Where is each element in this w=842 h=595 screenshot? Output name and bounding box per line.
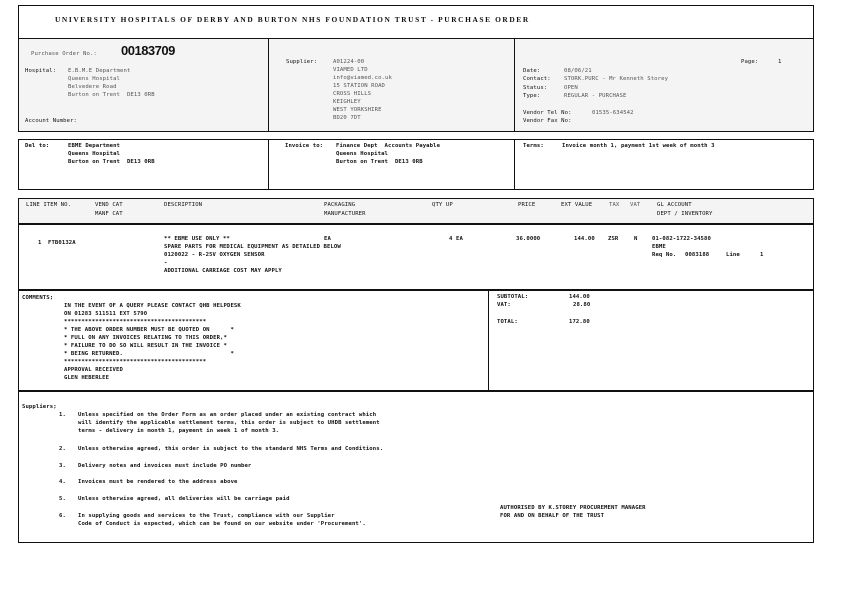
account-label: Account Number:: [25, 118, 78, 124]
deliver-line: Burton on Trent DE13 0RB: [68, 159, 155, 165]
supplier-line: KEIGHLEY: [333, 99, 361, 105]
note-line: Unless otherwise agreed, all deliveries will be carriage paid: [78, 496, 290, 502]
page-value: 1: [778, 59, 782, 65]
note-number: 1.: [59, 412, 66, 418]
note-number: 6.: [59, 513, 66, 519]
hospital-line: Queens Hospital: [68, 76, 121, 82]
comment-line: *****************************************: [64, 319, 207, 325]
note-line: In supplying goods and services to the Trust, compliance with our Supplier: [78, 513, 335, 519]
col-packaging: PACKAGING: [324, 202, 356, 208]
item-desc-line: 0120022 - R-25V OXYGEN SENSOR: [164, 252, 265, 258]
supplier-line: A01224-00: [333, 59, 365, 65]
invoice-line: Burton on Trent DE13 0RB: [336, 159, 423, 165]
item-vend-cat: FTB0132A: [48, 240, 76, 246]
terms-value: Invoice month 1, payment 1st week of month 3: [562, 143, 715, 149]
item-line-label: Line: [726, 252, 740, 258]
col-price: PRICE: [518, 202, 536, 208]
item-ext-value: 144.00: [574, 236, 595, 242]
delivery-divider-1: [268, 139, 269, 190]
item-packaging: EA: [324, 236, 331, 242]
comment-line: ON 01283 511511 EXT 5790: [64, 311, 148, 317]
col-vat: VAT: [630, 202, 641, 208]
vat-label: VAT:: [497, 302, 511, 308]
note-number: 4.: [59, 479, 66, 485]
po-number: 00183709: [121, 43, 175, 58]
date-label: Date:: [523, 68, 541, 74]
col-qty: QTY UP: [432, 202, 453, 208]
contact-value: STORK.PURC - Mr Kenneth Storey: [564, 76, 669, 82]
document-title: UNIVERSITY HOSPITALS OF DERBY AND BURTON NHS FOUNDATION TRUST - PURCHASE ORDER: [55, 15, 530, 24]
comments-divider: [488, 290, 489, 391]
col-tax: TAX: [609, 202, 620, 208]
vendor-tel-label: Vendor Tel No:: [523, 110, 572, 116]
po-label: Purchase Order No.:: [31, 51, 97, 57]
item-unit: EA: [456, 236, 463, 242]
item-desc-line: SPARE PARTS FOR MEDICAL EQUIPMENT AS DETAILED BELOW: [164, 244, 341, 250]
item-desc-line: -: [164, 260, 168, 266]
type-value: REGULAR - PURCHASE: [564, 93, 627, 99]
note-line: Unless otherwise agreed, this order is subject to the standard NHS Terms and Conditions.: [78, 446, 384, 452]
comment-line: IN THE EVENT OF A QUERY PLEASE CONTACT QHB HELPDESK: [64, 303, 241, 309]
col-manf-cat: MANF CAT: [95, 211, 123, 217]
item-price: 36.0000: [516, 236, 541, 242]
hospital-line: Belvedere Road: [68, 84, 117, 90]
subtotal-label: SUBTOTAL:: [497, 294, 529, 300]
invoice-line: Queens Hospital: [336, 151, 389, 157]
status-label: Status:: [523, 85, 548, 91]
contact-label: Contact:: [523, 76, 551, 82]
supplier-line: CROSS HILLS: [333, 91, 372, 97]
supplier-line: WEST YORKSHIRE: [333, 107, 382, 113]
comment-line: * BEING RETURNED. *: [64, 351, 234, 357]
note-line: Code of Conduct is expected, which can be found on our website under 'Procurement'.: [78, 521, 366, 527]
note-line: Unless specified on the Order Form as an order placed under an existing contract which: [78, 412, 377, 418]
item-req-label: Req No.: [652, 252, 677, 258]
note-number: 2.: [59, 446, 66, 452]
authorised-line: FOR AND ON BEHALF OF THE TRUST: [500, 513, 605, 519]
hospital-label: Hospital:: [25, 68, 57, 74]
comment-line: APPROVAL RECEIVED: [64, 367, 123, 373]
item-gl-account: 01-082-1722-34580: [652, 236, 711, 242]
comments-label: COMMENTS;: [22, 295, 54, 301]
item-desc-line: ADDITIONAL CARRIAGE COST MAY APPLY: [164, 268, 282, 274]
col-manufacturer: MANUFACTURER: [324, 211, 366, 217]
supplier-email: info@viamed.co.uk: [333, 75, 392, 81]
total-label: TOTAL:: [497, 319, 518, 325]
item-vat: N: [634, 236, 638, 242]
item-dept: EBME: [652, 244, 666, 250]
total-value: 172.80: [569, 319, 590, 325]
supplier-line: VIAMED LTD: [333, 67, 368, 73]
item-line-number: 1: [38, 240, 42, 246]
item-req-no: 0083188: [685, 252, 710, 258]
authorised-line: AUTHORISED BY K.STOREY PROCUREMENT MANAGER: [500, 505, 646, 511]
status-value: OPEN: [564, 85, 578, 91]
deliver-label: Del to:: [25, 143, 50, 149]
vendor-fax-label: Vendor Fax No:: [523, 118, 572, 124]
invoice-label: Invoice to:: [285, 143, 324, 149]
col-ext-value: EXT VALUE: [561, 202, 593, 208]
hospital-line: Burton on Trent DE13 0RB: [68, 92, 155, 98]
comment-line: * THE ABOVE ORDER NUMBER MUST BE QUOTED ON *: [64, 327, 234, 333]
col-gl-account: GL ACCOUNT: [657, 202, 692, 208]
comment-line: *****************************************: [64, 359, 207, 365]
note-number: 3.: [59, 463, 66, 469]
comment-line: * FULL ON ANY INVOICES RELATING TO THIS ORDER,*: [64, 335, 227, 341]
col-dept-inventory: DEPT / INVENTORY: [657, 211, 713, 217]
date-value: 08/06/21: [564, 68, 592, 74]
note-line: terms - delivery in month 1, payment in week 1 of month 3.: [78, 428, 280, 434]
item-desc-line: ** EBME USE ONLY **: [164, 236, 230, 242]
page-label: Page:: [741, 59, 759, 65]
terms-label: Terms:: [523, 143, 544, 149]
note-line: Delivery notes and invoices must include PO number: [78, 463, 252, 469]
vendor-tel-value: 01535-634542: [592, 110, 634, 116]
note-line: Invoices must be rendered to the address above: [78, 479, 238, 485]
deliver-line: EBME Department: [68, 143, 121, 149]
col-vend-cat: VEND CAT: [95, 202, 123, 208]
header-divider-1: [268, 38, 269, 132]
vat-value: 28.80: [573, 302, 591, 308]
note-line: will identify the applicable settlement terms, this order is subject to UHDB settlement: [78, 420, 380, 426]
hospital-line: E.B.M.E Department: [68, 68, 131, 74]
suppliers-label: Suppliers;: [22, 404, 57, 410]
supplier-line: BD20 7DT: [333, 115, 361, 121]
note-number: 5.: [59, 496, 66, 502]
col-line-item: LINE ITEM NO.: [26, 202, 72, 208]
item-req-line: 1: [760, 252, 764, 258]
comment-line: GLEN HEBERLEE: [64, 375, 110, 381]
delivery-divider-2: [514, 139, 515, 190]
item-qty: 4: [449, 236, 453, 242]
header-divider-2: [514, 38, 515, 132]
supplier-line: 15 STATION ROAD: [333, 83, 386, 89]
subtotal-value: 144.00: [569, 294, 590, 300]
comment-line: * FAILURE TO DO SO WILL RESULT IN THE INVOICE *: [64, 343, 227, 349]
invoice-line: Finance Dept Accounts Payable: [336, 143, 441, 149]
type-label: Type:: [523, 93, 541, 99]
deliver-line: Queens Hospital: [68, 151, 121, 157]
item-tax: ZSR: [608, 236, 619, 242]
col-description: DESCRIPTION: [164, 202, 203, 208]
supplier-label: Supplier:: [286, 59, 318, 65]
